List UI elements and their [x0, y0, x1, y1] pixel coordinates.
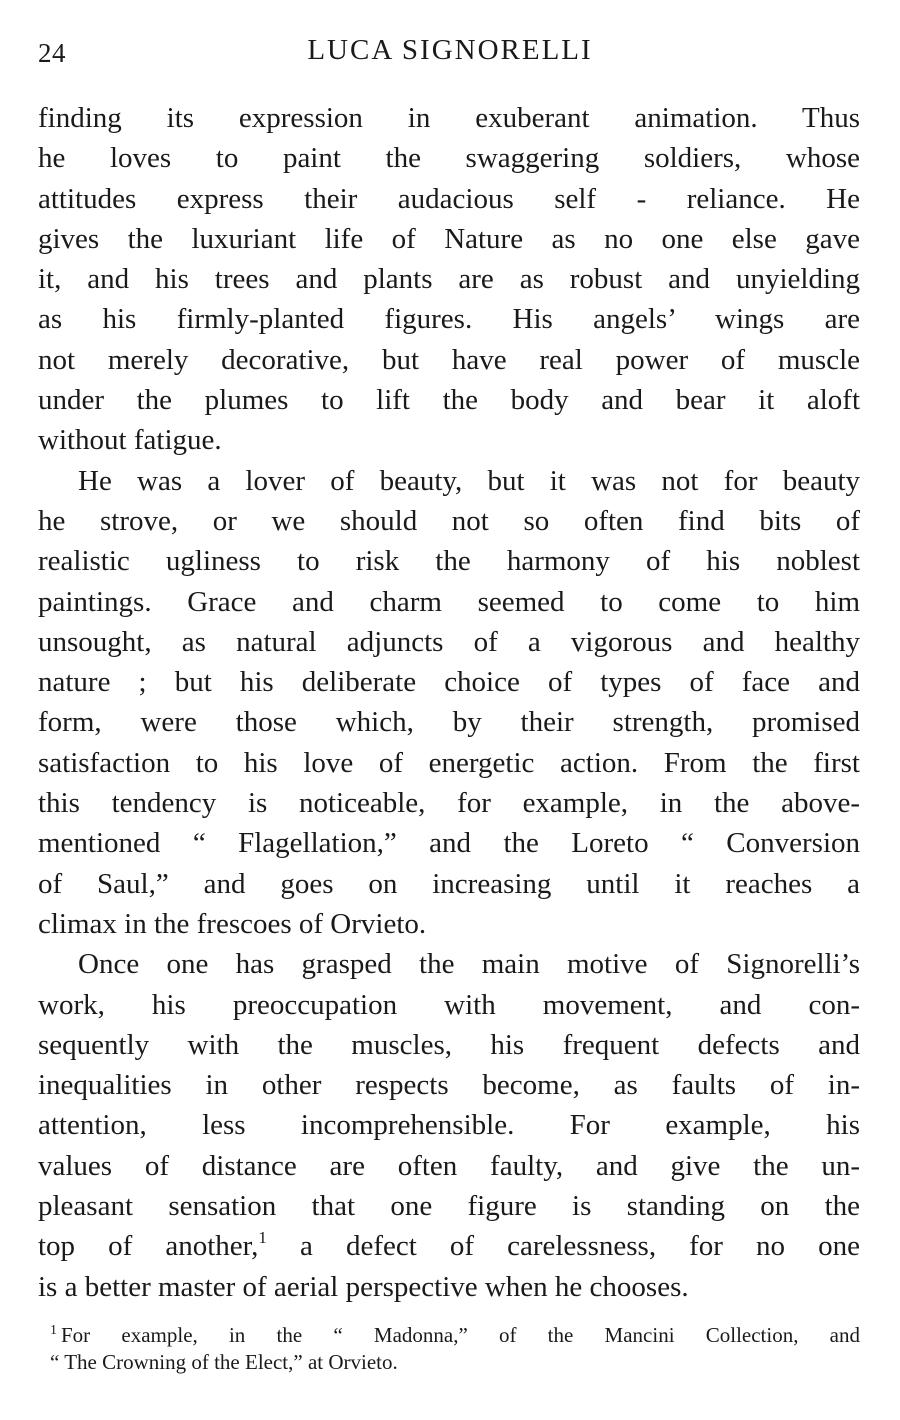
footnote-text: For example, in the “ Madonna,” of the Mancini Collection, and [61, 1323, 860, 1347]
text-segment: a defect of carelessness, for no one [266, 1230, 860, 1263]
paragraph-1 [38, 98, 860, 461]
text-line: finding its expression in exuberant animation. Thus [38, 102, 860, 134]
text-line: Once one has grasped the main motive of Signorelli’s [78, 948, 860, 981]
text-line: values of distance are often faulty, and give the un- [38, 1149, 860, 1182]
text-line: pleasant sensation that one figure is standing on the [38, 1190, 860, 1223]
text-line: this tendency is noticeable, for example, in the above- [38, 787, 860, 820]
text-line: realistic ugliness to risk the harmony of his noblest [38, 545, 860, 578]
text-line: he strove, or we should not so often find bits of [38, 504, 860, 537]
text-line: unsought, as natural adjuncts of a vigorous and healthy [38, 625, 860, 658]
text-line: as his firmly-planted figures. His angels’ wings are [38, 303, 860, 336]
text-line: is a better master of aerial perspective when he chooses. [38, 1270, 689, 1303]
footnote-reference[interactable]: 1 [258, 1228, 267, 1248]
body-text [38, 98, 860, 1307]
text-line: not merely decorative, but have real power of muscle [38, 343, 860, 376]
text-segment: top of another, [38, 1230, 259, 1263]
text-line: without fatigue. [38, 424, 222, 457]
footnote-line [50, 1322, 860, 1349]
text-line: climax in the frescoes of Orvieto. [38, 907, 427, 940]
text-line: of Saul,” and goes on increasing until it reaches a [38, 867, 860, 900]
running-title: LUCA SIGNORELLI [307, 34, 593, 66]
running-head [38, 30, 862, 74]
text-line: attitudes express their audacious self - reliance. He [38, 182, 860, 215]
text-line: mentioned “ Flagellation,” and the Loreto “ Conversion [38, 827, 860, 860]
text-line: sequently with the muscles, his frequent defects and [38, 1028, 860, 1061]
text-line: it, and his trees and plants are as robust and unyielding [38, 263, 860, 296]
footnote [50, 1322, 860, 1376]
text-line: attention, less incomprehensible. For example, his [38, 1109, 860, 1142]
footnote-reference-line [38, 1226, 860, 1266]
text-line: gives the luxuriant life of Nature as no one else gave [38, 222, 860, 255]
text-line: under the plumes to lift the body and bear it aloft [38, 384, 860, 417]
footnote-marker: 1 [50, 1323, 57, 1338]
text-line: nature ; but his deliberate choice of types of face and [38, 666, 860, 699]
text-line: he loves to paint the swaggering soldiers, whose [38, 142, 860, 175]
paragraph-3 [38, 944, 860, 1307]
text-line: He was a lover of beauty, but it was not for beauty [78, 464, 860, 497]
text-line: paintings. Grace and charm seemed to come to him [38, 585, 860, 618]
text-line: satisfaction to his love of energetic action. From the first [38, 746, 860, 779]
text-line: work, his preoccupation with movement, and con- [38, 988, 860, 1021]
footnote-line: “ The Crowning of the Elect,” at Orvieto. [50, 1350, 398, 1374]
text-line: form, were those which, by their strength, promised [38, 706, 860, 739]
text-line: inequalities in other respects become, as faults of in- [38, 1069, 860, 1102]
page-number: 24 [38, 38, 66, 68]
paragraph-2 [38, 461, 860, 945]
